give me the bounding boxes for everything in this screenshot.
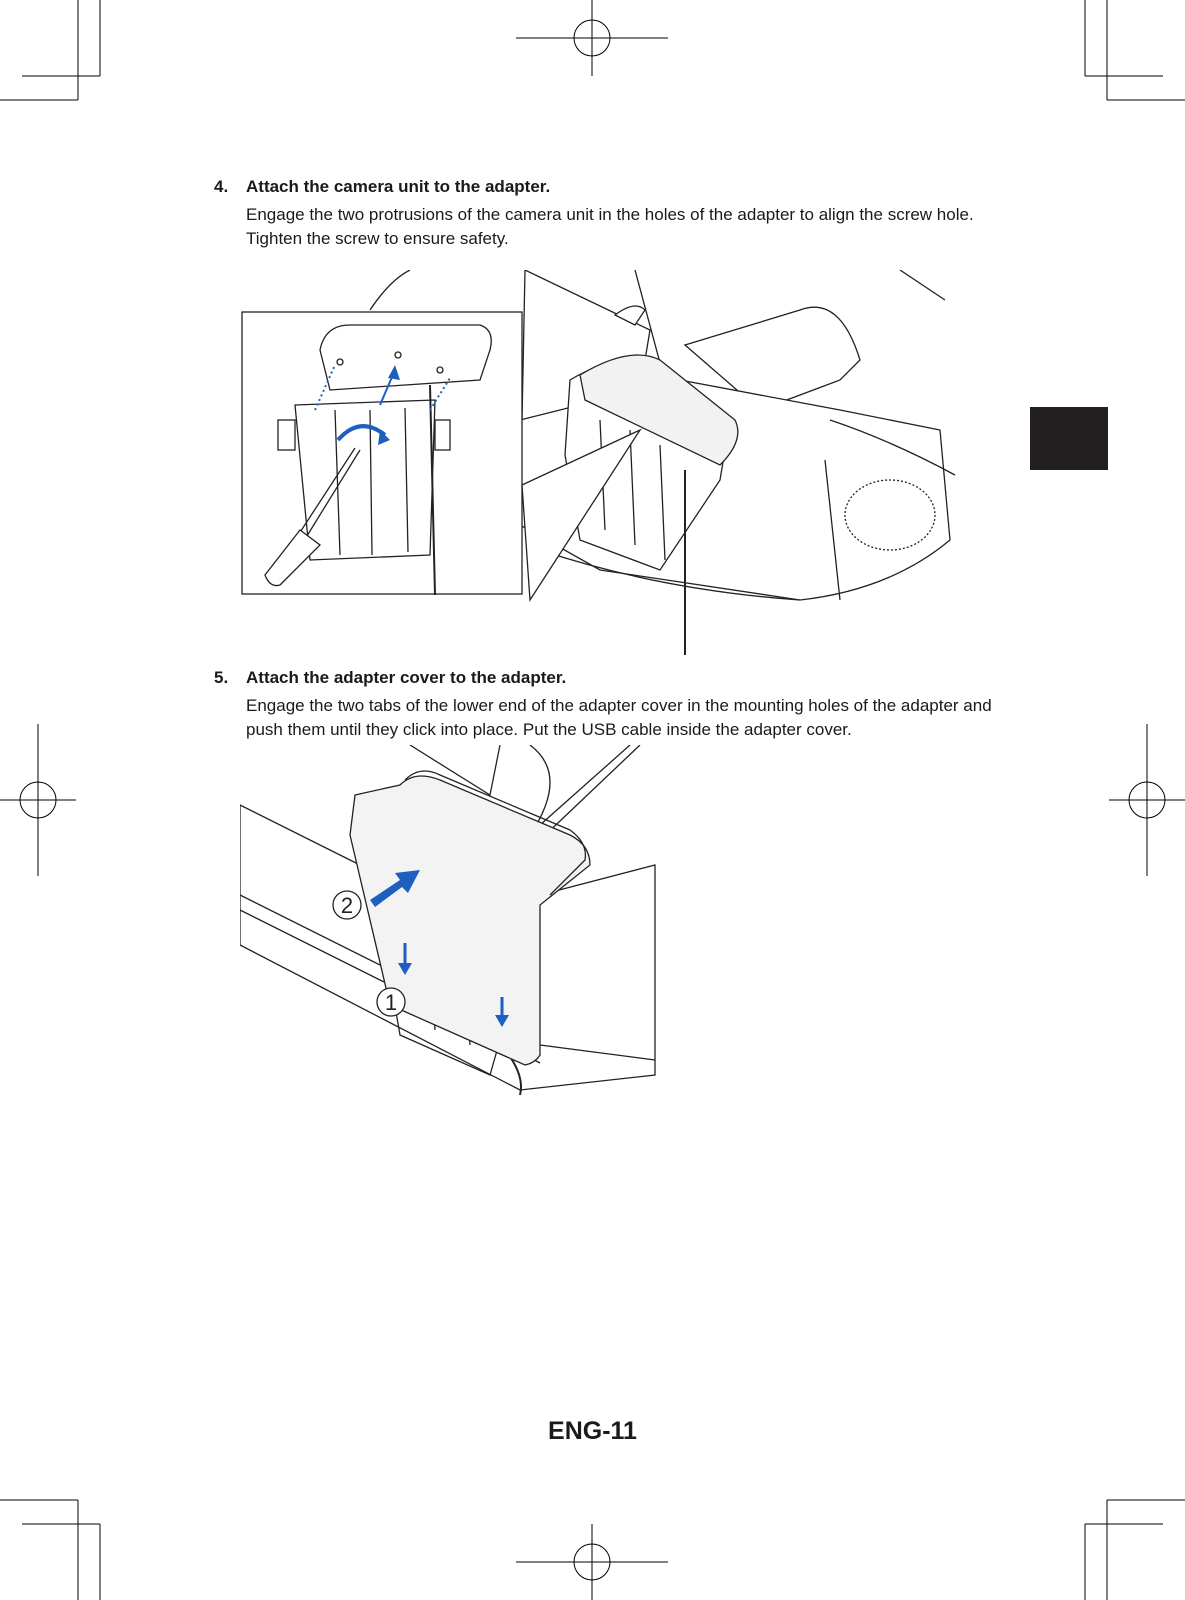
step-4-body (246, 203, 1014, 250)
step-5-heading (214, 668, 1014, 688)
step-5-number: 5. (214, 668, 229, 687)
section-tab-marker (1030, 407, 1108, 470)
figure-adapter-cover-attachment (240, 745, 670, 1095)
step-5-paragraph: Engage the two tabs of the lower end of the adapter cover in the mounting holes of the adapter and push them until they click into place. Put the USB cable inside the adapter cover. (246, 696, 992, 739)
step-4-number: 4. (214, 177, 229, 196)
step-4-paragraph: Engage the two protrusions of the camera unit in the holes of the adapter to align the screw hole. (246, 205, 974, 224)
step-5 (214, 668, 1014, 741)
step-4-paragraph: Tighten the screw to ensure safety. (246, 228, 509, 248)
step-4-title: Attach the camera unit to the adapter. (246, 177, 551, 196)
step-5-body (246, 694, 1014, 741)
figure-camera-unit-attachment (240, 270, 970, 655)
step-4-heading (214, 177, 1014, 197)
step-5-title: Attach the adapter cover to the adapter. (246, 668, 567, 687)
page-number: ENG-11 (548, 1417, 637, 1445)
step-4 (214, 177, 1014, 250)
callout-1-label: 1 (384, 990, 398, 1015)
callout-2-label: 2 (340, 893, 354, 918)
